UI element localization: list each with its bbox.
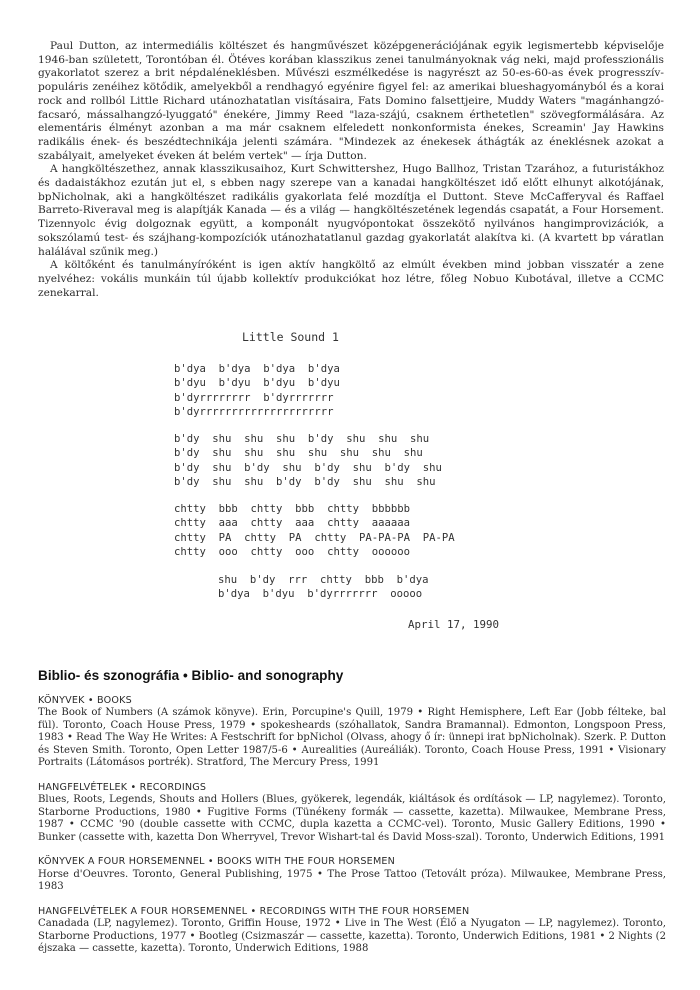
section-heading: KÖNYVEK • BOOKS: [38, 694, 132, 706]
section-heading: HANGFELVÉTELEK • RECORDINGS: [38, 781, 207, 793]
biblio-section-books-four-horsemen: [38, 856, 666, 894]
poem-line: b'dy shu shu shu b'dy shu shu shu: [174, 433, 430, 445]
biblio-section-recordings: [38, 782, 666, 845]
bio-paragraph-3: A költőként és tanulmányíróként is igen aktív hangköltő az elmúlt években mind jobban visszatér a zene nyelvéhez: vokális munkáin túl újabb kollektív produkciókat hoz létre, főleg Nobuo Kubotával, illetve a CCMC zenekarral.: [38, 259, 664, 299]
bibliography-heading: Biblio- és szonográfia • Biblio- and sonography: [38, 668, 344, 683]
section-heading: KÖNYVEK A FOUR HORSEMENNEL • BOOKS WITH THE FOUR HORSEMEN: [38, 856, 396, 867]
section-entries: The Book of Numbers (A számok könyve). Erin, Porcupine's Quill, 1979 • Right Hemisphere, Left Ear (Jobb félteke, bal fül). Toronto, Coach House Press, 1979 • spokesheards (szóhallatok, Sandra Bramannal). Edmonton, Longspoon Press, 1983 • Read The Way He Writes: A Festschrift for bpNichol (Olvass, ahogy ő ír: ünnepi irat bpNicholnak). Szerk. P. Dutton és Steven Smith. Toronto, Open Letter 1987/5-6 • Aurealities (Aureáliák). Toronto, Coach House Press, 1991 • Visionary Portraits (Látomásos portrék). Stratford, The Mercury Press, 1991: [38, 707, 666, 768]
poem-title: Little Sound 1: [242, 330, 339, 344]
bibliography: [38, 670, 666, 968]
poem-line: chtty PA chtty PA chtty PA-PA-PA PA-PA: [174, 531, 455, 544]
poem-line: b'dy shu shu b'dy b'dy shu shu shu: [174, 475, 436, 488]
poem-stanza-2: [174, 432, 442, 489]
poem-line: chtty bbb chtty bbb chtty bbbbbb: [174, 503, 410, 515]
poem-line: b'dya b'dyu b'dyrrrrrrr ooooo: [218, 588, 423, 601]
poem-line: b'dy shu shu shu shu shu shu shu: [174, 447, 423, 460]
bio-paragraph-2: A hangköltészethez, annak klasszikusaihoz, Kurt Schwittershez, Hugo Ballhoz, Tristan Tzarához, a futuristákhoz és dadaistákhoz ezután jut el, s ebben nagy szerepe van a kanadai hangköltészet idő előtt elhunyt alkotójának, bpNicholnak, aki a hangköltészet radikális gyakorlata felé mozdítja el Duttont. Steve McCafferyval és Raffael Barreto-Riveraval meg is alapítják Kanada — és a világ — hangköltészetének legendás csapatát, a Four Horsement. Tizennyolc évig dolgoznak együtt, a komponált nyugvópontokat összekötő nyilvános hangimprovizációk, a sokszólamú test- és szájhang-kompozíciók utánozhatatlanul gazdag gyakorlatát alakítva ki. (A kvartett bp váratlan halálával szűnik meg.): [38, 163, 664, 258]
section-heading: HANGFELVÉTELEK A FOUR HORSEMENNEL • RECORDINGS WITH THE FOUR HORSEMEN: [38, 905, 470, 917]
poem-line: b'dy shu b'dy shu b'dy shu b'dy shu: [174, 461, 442, 474]
bio-paragraph-1: Paul Dutton, az intermediális költészet és hangművészet középgenerációjának egyik legismertebb képviselője 1946-ban született, Torontóban él. Ötéves korában klasszikus zenei tanulmányoknak vág neki, majd professzionális gyakorlatot szerez a brit népdaléneklésben. Művészi eszmélkedése is nagyrészt az 50-es-60-as évek progresszív-populáris zenéihez kötődik, amelyekből a rendhagyó egyénire figyel fel: az amerikai blueshagyományból és a korai rock and rollból Little Richard utánozhatatlan visításaira, Fats Domino falsettjeire, Muddy Waters "magánhangzó-facsaró, mássalhangzó-lyuggató" énekére, Jimmy Reed "laza-szájú, csaknem érthetetlen" szövegformálására. Az elementáris élményt azonban a ma már csaknem elfeledett nonkonformista énekes, Screamin' Jay Hawkins radikális ének- és beszédtechnikája jelenti számára. "Mindezek az énekesek áthágták az éneklésnek azokat a szabályait, amelyeket éveken át belém vertek" — írja Dutton.: [38, 40, 664, 162]
poem-line: b'dyu b'dyu b'dyu b'dyu: [174, 377, 340, 390]
biblio-section-books: [38, 695, 666, 770]
section-entries: Horse d'Oeuvres. Toronto, General Publishing, 1975 • The Prose Tattoo (Tetovált próza). Milwaukee, Membrane Press, 1983: [38, 868, 666, 892]
poem-stanza-4: [218, 573, 428, 602]
poem-line: b'dyrrrrrrrr b'dyrrrrrrr: [174, 391, 334, 404]
poem-line: b'dyrrrrrrrrrrrrrrrrrrrrr: [174, 405, 334, 418]
poem-stanza-3: [174, 502, 455, 559]
biblio-section-recordings-four-horsemen: [38, 906, 666, 956]
poem-line: chtty aaa chtty aaa chtty aaaaaa: [174, 517, 410, 530]
biography-text: [38, 40, 664, 300]
section-entries: Blues, Roots, Legends, Shouts and Hollers (Blues, gyökerek, legendák, kiáltások és ordítások — LP, nagylemez). Toronto, Starborne Productions, 1980 • Fugitive Forms (Tünékeny formák — cassette, kazetta). Milwaukee, Membrane Press, 1987 • CCMC '90 (double cassette with CCMC, dupla kazetta a CCMC-vel). Toronto, Music Gallery Editions, 1990 • Bunker (cassette with, kazetta Don Wherryvel, Trevor Wishart-tal és David Moss-szal). Toronto, Underwich Editions, 1991: [38, 794, 666, 843]
poem-line: shu b'dy rrr chtty bbb b'dya: [218, 574, 429, 586]
poem-date: April 17, 1990: [408, 618, 500, 631]
poem-line: chtty ooo chtty ooo chtty oooooo: [174, 545, 410, 558]
poem-stanza-1: [174, 362, 340, 419]
poem-line: b'dya b'dya b'dya b'dya: [174, 363, 340, 375]
section-entries: Canadada (LP, nagylemez). Toronto, Griffin House, 1972 • Live in The West (Élő a Nyugaton — LP, nagylemez). Toronto, Starborne Productions, 1977 • Bootleg (Csizmaszár — cassette, kazetta). Toronto, Underwich Editions, 1981 • 2 Nights (2 éjszaka — cassette, kazetta). Toronto, Underwich Editions, 1988: [38, 918, 666, 954]
